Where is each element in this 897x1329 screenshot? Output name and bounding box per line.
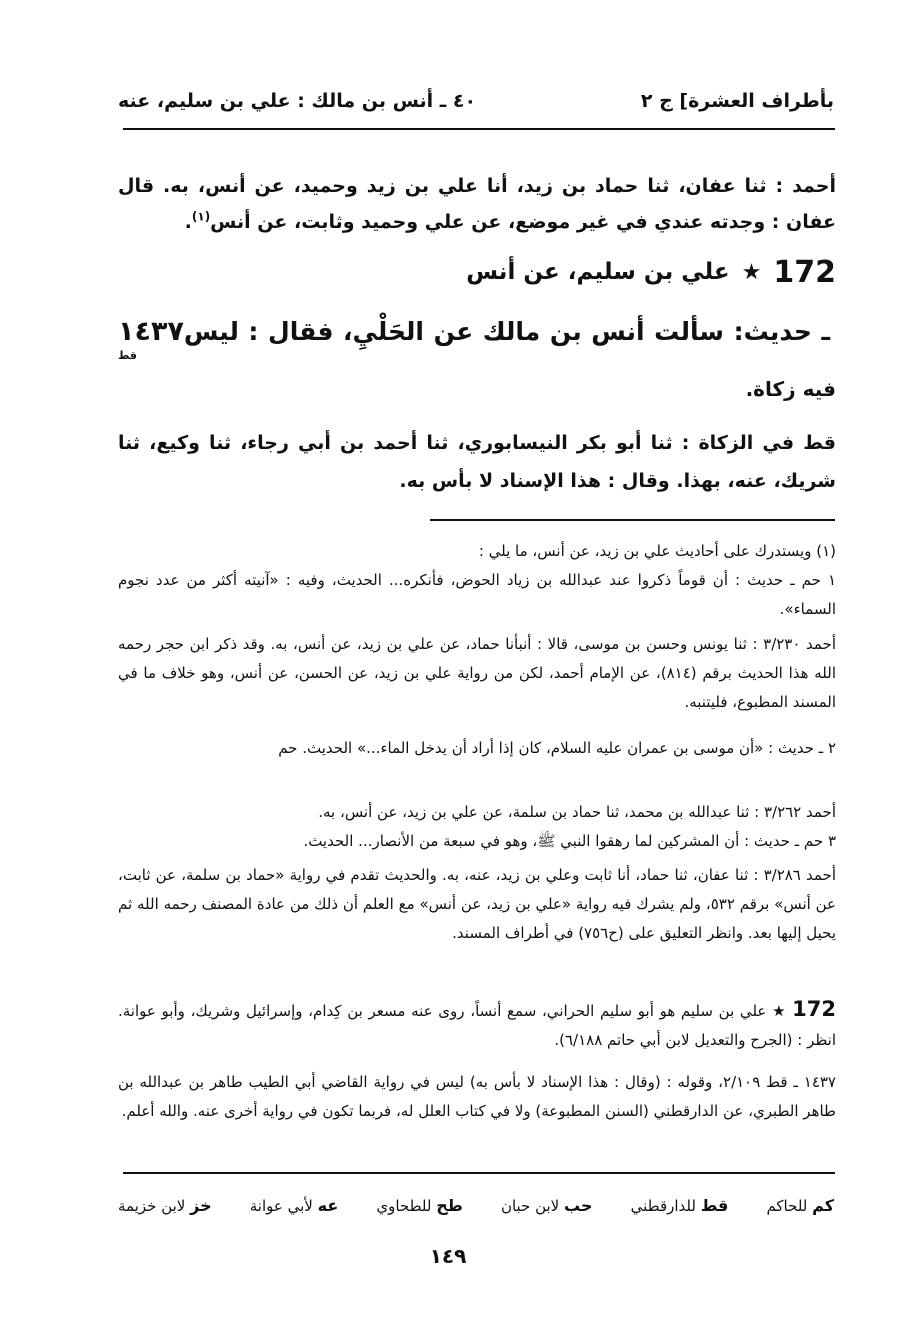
abbreviation-item: عه لأبي عوانة (249, 1195, 339, 1215)
footnote-1-intro: (١) ويستدرك على أحاديث علي بن زيد، عن أنس، ما يلي : (478, 542, 836, 560)
abbreviation-item: حب لابن حبان (500, 1195, 593, 1215)
continuation-paragraph (118, 168, 836, 240)
footnote-ref: (١) (191, 209, 211, 224)
source-paragraph: قط في الزكاة : ثنا أبو بكر النيسابوري، ثنا أحمد بن أبي رجاء، ثنا وكيع، ثنا شريك، عنه، بهذا. وقال : هذا الإسناد لا بأس به. (118, 432, 836, 492)
footnote-172-text: علي بن سليم هو أبو سليم الحراني، سمع أنساً، روى عنه مسعر بن كِدام، وإسرائيل وشريك، وأبو عوانة. انظر : (الجرح والتعديل لابن أبي حاتم ٦/١٨٨). (118, 1002, 836, 1049)
abbreviation-item: طح للطحاوي (376, 1195, 463, 1215)
hadith-text-continued: فيه زكاة. (745, 377, 836, 401)
hadith-number: ١٤٣٧ (118, 316, 184, 347)
hadith-block (118, 310, 836, 411)
footnote-1437: ١٤٣٧ ـ قط ٢/١٠٩، وقوله : (وقال : هذا الإسناد لا بأس به) ليس في رواية القاضي أبي الطيب طاهر بن عبدالله بن طاهر الطبري، عن الدارقطني (السنن المطبوعة) ولا في كتاب العلل له، فربما تكون في رواية أخرى عنه. والله أعلم. (118, 1073, 836, 1120)
footnote-172-number: 172 (792, 997, 836, 1021)
source-label: أحمد (792, 175, 836, 197)
header-left: ٤٠ ـ أنس بن مالك : علي بن سليم، عنه (118, 90, 477, 112)
running-header (118, 84, 834, 118)
hadith-text: ـ حديث: سألت أنس بن مالك عن الحَلْيِ، فقال : ليس (183, 317, 830, 346)
abbreviations-rule (123, 1172, 835, 1174)
page-number: ١٤٩ (429, 1244, 467, 1268)
footnote-1-item-2-source: أحمد ٣/٢٦٢ : ثنا عبدالله بن محمد، ثنا حماد بن سلمة، عن علي بن زيد، عن أنس، به. (318, 803, 836, 821)
star-icon: ★ (772, 1002, 787, 1020)
abbreviation-item: خز لابن خزيمة (118, 1195, 212, 1215)
abbreviations-legend (118, 1190, 834, 1220)
footnote-1-item-1: ١ حم ـ حديث : أن قوماً ذكروا عند عبدالله بن زياد الحوض، فأنكره... الحديث، وفيه : «آنيته أكثر من عدد نجوم السماء». (118, 571, 836, 618)
entry-number: 172 (773, 254, 836, 290)
abbreviation-item: كم للحاكم (766, 1195, 834, 1215)
star-icon: ★ (741, 259, 762, 285)
footnote-1-item-3: ٣ حم ـ حديث : أن المشركين لما رهقوا النبي ﷺ، وهو في سبعة من الأنصار... الحديث. (303, 832, 836, 850)
hadith-source-symbol: قط (118, 349, 137, 362)
footnote-1-item-1-source: أحمد ٣/٢٣٠ : ثنا يونس وحسن بن موسى، قالا : أنبأنا حماد، عن علي بن زيد، عن أنس، به. وقد ذكر ابن حجر رحمه الله هذا الحديث برقم (٨١٤)، عن الإمام أحمد، لكن من رواية علي بن زيد، عن الحسن، عن أنس، وهو خلاف ما في المسند المطبوع، فليتنبه. (118, 635, 836, 711)
footnote-172 (118, 995, 836, 1055)
footnote-separator (430, 519, 835, 521)
footnote-1-item-3-source: أحمد ٣/٢٨٦ : ثنا عفان، ثنا حماد، أنا ثابت وعلي بن زيد، عنه، به. والحديث تقدم في رواية «حماد بن سلمة، عن ثابت، عن أنس» برقم ٥٣٢، ولم يشرك فيه رواية «علي بن زيد، عن أنس» مع العلم أن ذلك من عادة المصنف رحمه الله ثم يحيل إليها بعد. وانظر التعليق على (ح٧٥٦) في أطراف المسند. (118, 866, 837, 942)
entry-heading (466, 250, 836, 294)
header-rule (123, 128, 835, 130)
abbreviation-item: قط للدارقطني (630, 1195, 729, 1215)
hadith-number-group (118, 310, 184, 361)
entry-title: علي بن سليم، عن أنس (466, 259, 730, 285)
paragraph-end: . (184, 211, 192, 233)
paragraph-text: : ثنا عفان، ثنا حماد بن زيد، أنا علي بن زيد وحميد، عن أنس، به. قال عفان : وجدته عندي في غير موضع، عن علي وحميد وثابت، عن أنس (118, 175, 836, 233)
header-right: بأطراف العشرة] ج ٢ (640, 90, 834, 112)
footnote-1-item-2: ٢ ـ حديث : «أن موسى بن عمران عليه السلام، كان إذا أراد أن يدخل الماء...» الحديث. حم (278, 739, 836, 757)
